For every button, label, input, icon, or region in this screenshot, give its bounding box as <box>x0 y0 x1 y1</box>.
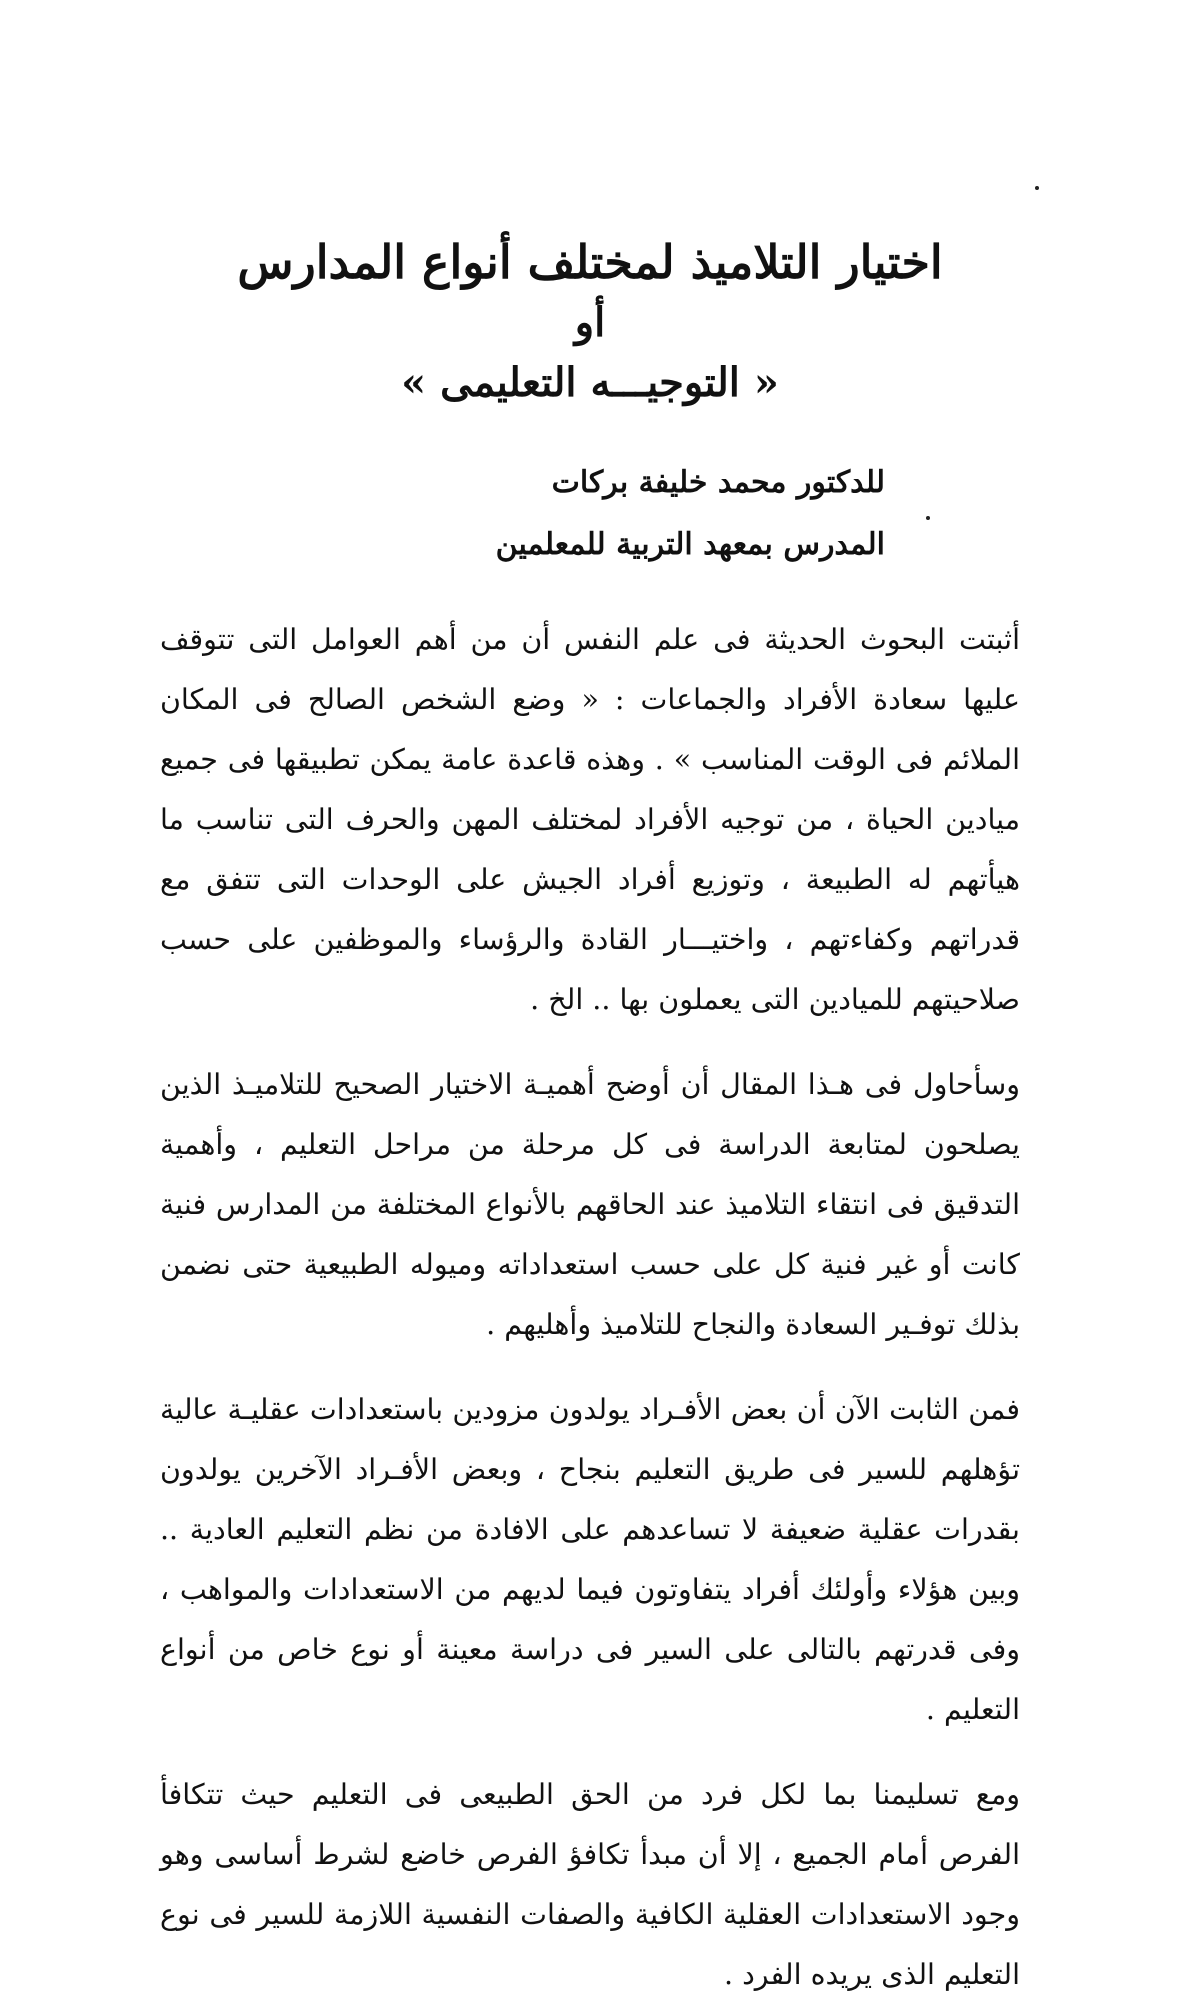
paragraph-4: ومع تسليمنا بما لكل فرد من الحق الطبيعى فى التعليم حيث تتكافأ الفرص أمام الجميع ، إلا أن مبدأ تكافؤ الفرص خاضع لشرط أساسى وهو وجود الاستعدادات العقلية الكافية والصفات النفسية اللازمة للسير فى نوع التعليم الذى يريده الفرد . <box>160 1778 1020 1991</box>
author-block <box>160 452 885 576</box>
paragraph-1: أثبتت البحوث الحديثة فى علم النفس أن من أهم العوامل التى تتوقف عليها سعادة الأفراد والجماعات : « وضع الشخص الصالح فى المكان الملائم فى الوقت المناسب » . وهذه قاعدة عامة يمكن تطبيقها فى جميع ميادين الحياة ، من توجيه الأفراد لمختلف المهن والحرف التى تناسب ما هيأتهم له الطبيعة ، وتوزيع أفراد الجيش على الوحدات التى تتفق مع قدراتهم وكفاءتهم ، واختيـــار القادة والرؤساء والموظفين على حسب صلاحيتهم للميادين التى يعملون بها .. الخ . <box>160 623 1020 1016</box>
author-name: للدكتور محمد خليفة بركات <box>551 465 885 500</box>
author-affiliation: المدرس بمعهد التربية للمعلمين <box>495 527 885 562</box>
article-subtitle: « التوجيـــه التعليمى » <box>401 359 779 406</box>
article <box>160 230 1020 2005</box>
article-title: اختيار التلاميذ لمختلف أنواع المدارس <box>237 235 943 289</box>
title-block <box>160 230 1020 414</box>
paragraph-2: وسأحاول فى هـذا المقال أن أوضح أهميـة الاختيار الصحيح للتلاميـذ الذين يصلحون لمتابعة الدراسة فى كل مرحلة من مراحل التعليم ، وأهمية التدقيق فى انتقاء التلاميذ عند الحاقهم بالأنواع المختلفة من المدارس فنية كانت أو غير فنية كل على حسب استعداداته وميوله الطبيعية حتى نضمن بذلك توفـير السعادة والنجاح للتلاميذ وأهليهم . <box>160 1068 1020 1341</box>
subtitle-connector: أو <box>574 299 606 346</box>
article-body <box>160 610 1020 2005</box>
print-speck <box>1035 186 1039 190</box>
paragraph-3: فمن الثابت الآن أن بعض الأفـراد يولدون مزودين باستعدادات عقليـة عالية تؤهلهم للسير فى طريق التعليم بنجاح ، وبعض الأفـراد الآخرين يولدون بقدرات عقلية ضعيفة لا تساعدهم على الافادة من نظم التعليم العادية .. وبين هؤلاء وأولئك أفراد يتفاوتون فيما لديهم من الاستعدادات والمواهب ، وفى قدرتهم بالتالى على السير فى دراسة معينة أو نوع خاص من أنواع التعليم . <box>160 1393 1020 1726</box>
